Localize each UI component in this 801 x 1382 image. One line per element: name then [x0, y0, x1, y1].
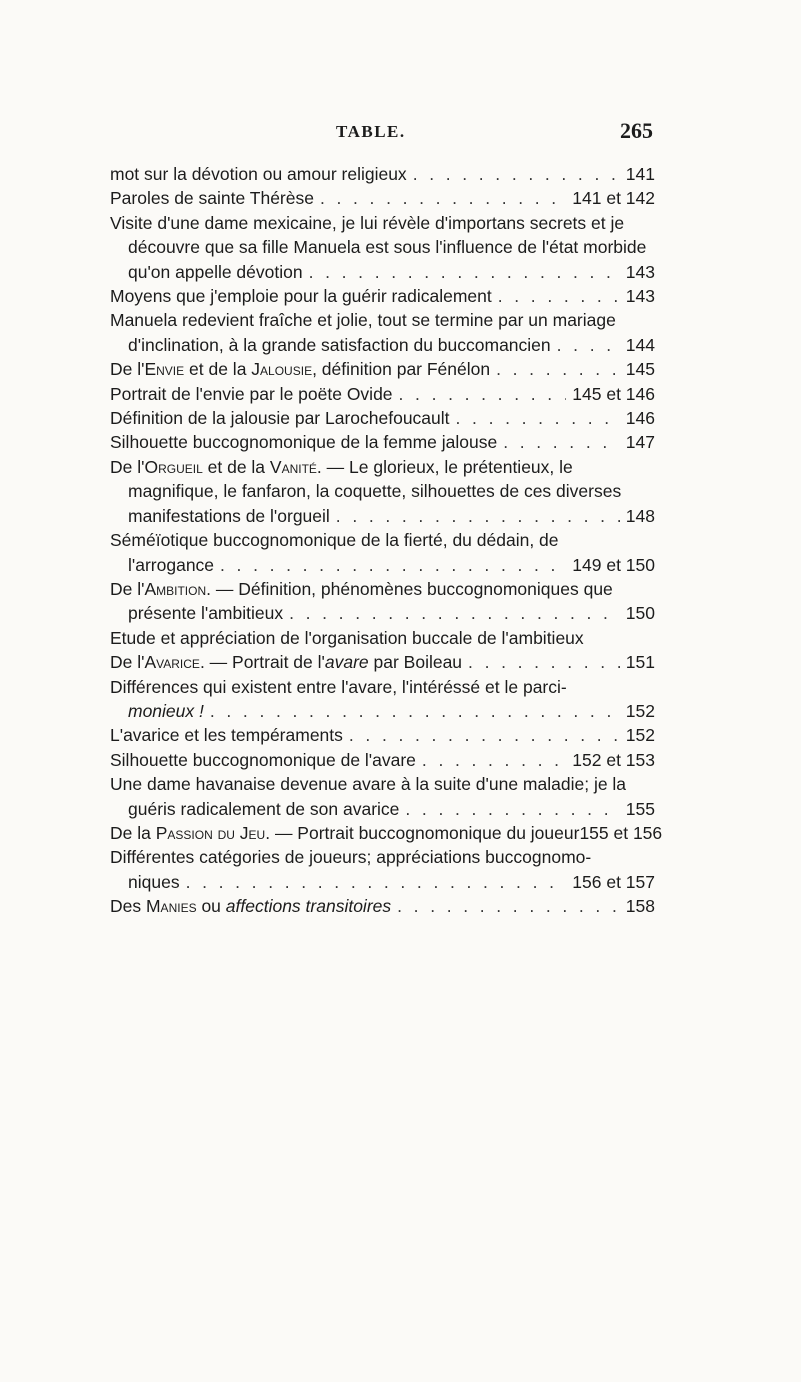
toc-entry: [110, 577, 655, 626]
dot-leader: [557, 333, 620, 357]
dot-leader: [336, 504, 620, 528]
toc-entry: [110, 772, 655, 821]
dot-leader: [405, 797, 619, 821]
toc-entry: [110, 186, 655, 210]
entry-text: mot sur la dévotion ou amour religieux: [110, 164, 407, 184]
table-of-contents: [110, 162, 663, 919]
toc-entry: [110, 675, 655, 724]
entry-page: 144: [625, 334, 655, 355]
entry-page: 156 et 157: [572, 871, 655, 892]
entry-page: 152: [625, 700, 655, 721]
page-header-title: TABLE.: [336, 122, 406, 141]
running-head: [0, 118, 801, 152]
section-heading: Vanité: [269, 456, 317, 477]
entry-text: présente l'ambitieux: [128, 603, 284, 624]
entry-page: 145 et 146: [572, 383, 655, 404]
toc-entry: [110, 382, 655, 406]
entry-text: De l'Avarice. — Portrait de l'avare par Boileau: [110, 652, 463, 673]
entry-page: 143: [625, 261, 655, 282]
entry-text: De la Passion du Jeu. — Portrait buccognomonique du joueur: [110, 822, 580, 843]
dot-leader: [468, 650, 620, 674]
dot-leader: [456, 406, 620, 430]
toc-entry: [110, 626, 655, 650]
dot-leader: [399, 382, 567, 406]
toc-entry: [110, 455, 655, 528]
entry-text: l'arrogance: [128, 554, 215, 575]
entry-page: 141: [625, 164, 655, 184]
dot-leader: [397, 894, 620, 918]
section-heading: Manies: [145, 896, 197, 917]
dot-leader: [498, 284, 620, 308]
entry-text: Définition de la jalousie par Larochefoucault: [110, 408, 450, 429]
entry-text: L'avarice et les tempéraments: [110, 725, 343, 746]
entry-text: guéris radicalement de son avarice: [128, 798, 400, 819]
entry-text: Manuela redevient fraîche et jolie, tout se termine par un mariage: [110, 310, 616, 331]
entry-text: Paroles de sainte Thérèse: [110, 188, 314, 209]
dot-leader: [349, 723, 620, 747]
toc-entry: [110, 650, 655, 674]
dot-leader: [210, 699, 620, 723]
entry-text: Différentes catégories de joueurs; appréciations buccognomo-: [110, 847, 592, 868]
dot-leader: [289, 601, 620, 625]
entry-page: 152: [625, 725, 655, 746]
entry-text: De l'Ambition. — Définition, phénomènes buccognomoniques que: [110, 578, 613, 599]
entry-page: 152 et 153: [572, 749, 655, 770]
entry-text: Des Manies ou affections transitoires: [110, 896, 392, 917]
toc-entry: [110, 821, 663, 845]
entry-page: 155: [625, 798, 655, 819]
entry-text: Silhouette buccognomonique de la femme jalouse: [110, 432, 498, 453]
entry-text: d'inclination, à la grande satisfaction du buccomancien: [128, 334, 551, 355]
entry-text: Portrait de l'envie par le poëte Ovide: [110, 383, 393, 404]
entry-text: Moyens que j'emploie pour la guérir radicalement: [110, 286, 492, 307]
dot-leader: [422, 748, 566, 772]
toc-entry: [110, 211, 655, 284]
entry-page: 155 et 156: [579, 822, 663, 843]
section-heading: Envie: [144, 359, 185, 380]
entry-text: Silhouette buccognomonique de l'avare: [110, 749, 416, 770]
entry-page: 149 et 150: [572, 554, 655, 575]
toc-entry: [110, 406, 655, 430]
toc-entry: [110, 748, 655, 772]
entry-text: qu'on appelle dévotion: [128, 261, 303, 282]
entry-text: De l'Orgueil et de la Vanité. — Le glorieux, le prétentieux, le: [110, 456, 573, 477]
dot-leader: [186, 870, 567, 894]
entry-text: manifestations de l'orgueil: [128, 505, 330, 526]
entry-text: Visite d'une dame mexicaine, je lui révèle d'importans secrets et je: [110, 212, 625, 233]
toc-entry: [110, 528, 655, 577]
entry-text: découvre que sa fille Manuela est sous l'influence de l'état morbide: [128, 237, 647, 258]
toc-entry: [110, 162, 655, 186]
dot-leader: [309, 260, 620, 284]
entry-text: Etude et appréciation de l'organisation buccale de l'ambitieux: [110, 627, 584, 648]
entry-page: 141 et 142: [572, 188, 655, 209]
entry-text: magnifique, le fanfaron, la coquette, silhouettes de ces diverses: [128, 481, 622, 502]
entry-text: Différences qui existent entre l'avare, l'intéréssé et le parci-: [110, 676, 567, 697]
section-heading: Avarice: [144, 652, 200, 673]
entry-text: Une dame havanaise devenue avare à la suite d'une maladie; je la: [110, 774, 627, 795]
entry-page: 145: [625, 359, 655, 380]
entry-page: 146: [625, 408, 655, 429]
toc-entry: [110, 430, 655, 454]
section-heading: Orgueil: [144, 456, 203, 477]
dot-leader: [220, 553, 566, 577]
entry-page: 158: [625, 896, 655, 917]
entry-page: 143: [625, 286, 655, 307]
entry-page: 147: [625, 432, 655, 453]
entry-text: monieux !: [128, 700, 204, 721]
entry-text: De l'Envie et de la Jalousie, définition par Fénélon: [110, 359, 491, 380]
toc-entry: [110, 723, 655, 747]
entry-page: 151: [625, 652, 655, 673]
dot-leader: [503, 430, 620, 454]
dot-leader: [320, 186, 566, 210]
entry-page: 150: [625, 603, 655, 624]
toc-entry: [110, 845, 655, 894]
dot-leader: [496, 357, 620, 381]
toc-entry: [110, 357, 655, 381]
entry-text: niques: [128, 871, 180, 892]
entry-text: Séméïotique buccognomonique de la fierté, du dédain, de: [110, 530, 559, 551]
page-number: 265: [620, 118, 653, 143]
entry-page: 148: [625, 505, 655, 526]
section-heading: Passion du Jeu: [155, 822, 266, 843]
dot-leader: [413, 162, 620, 186]
toc-entry: [110, 894, 655, 918]
section-heading: Ambition: [144, 578, 207, 599]
toc-entry: [110, 284, 655, 308]
toc-entry: [110, 308, 655, 357]
section-heading: Jalousie: [251, 359, 313, 380]
